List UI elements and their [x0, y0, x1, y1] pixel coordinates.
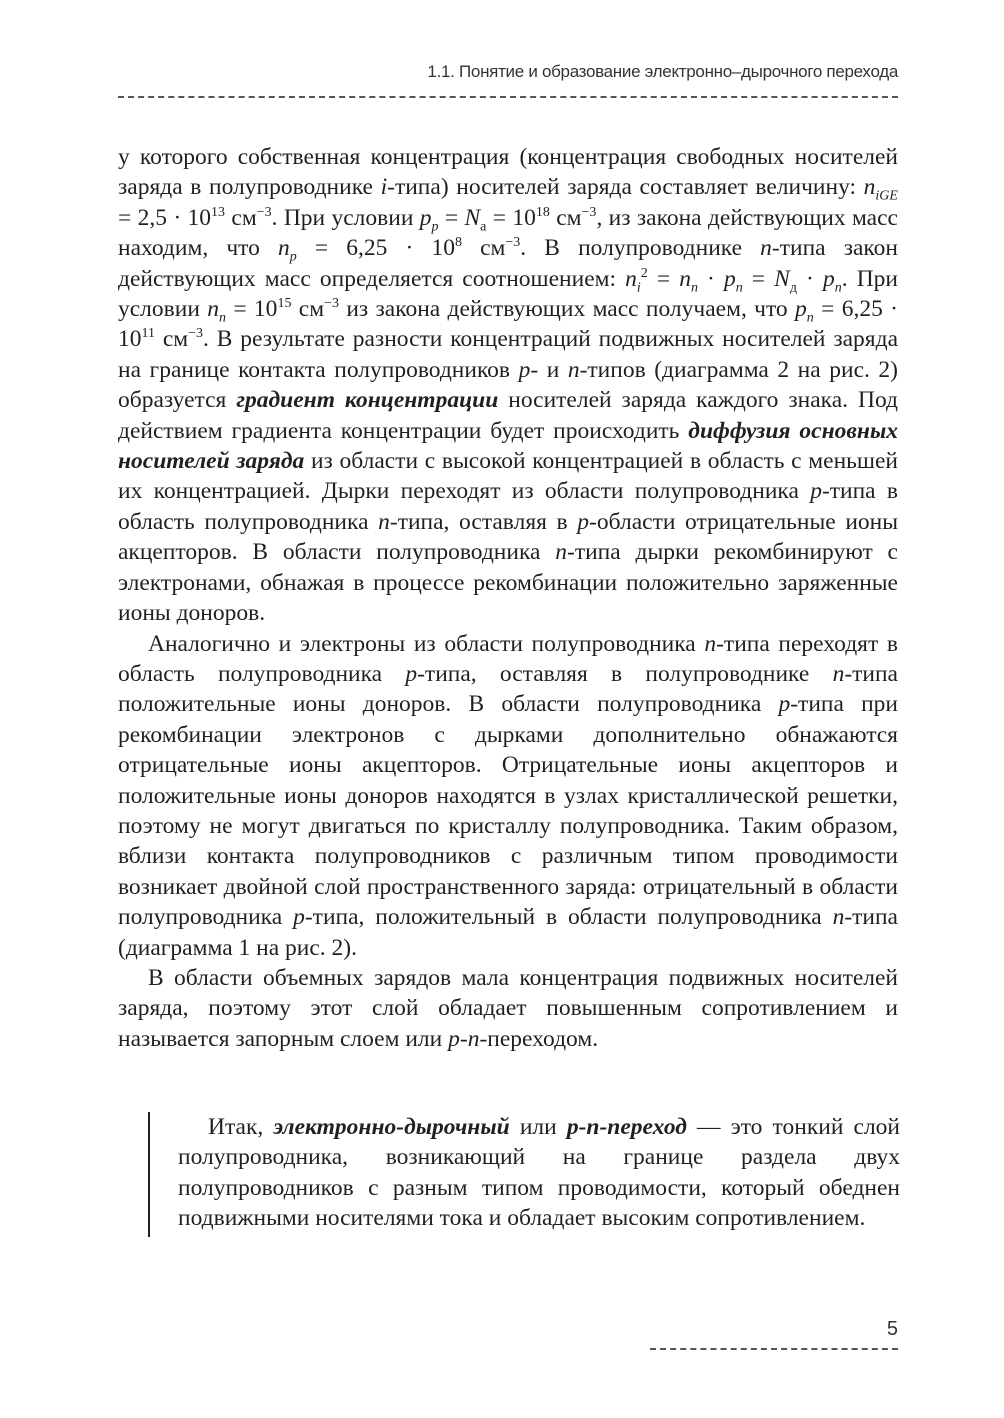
footer-dashed-rule	[650, 1348, 898, 1350]
term-majority-carrier-diffusion: диффузия основных носителей заряда	[118, 417, 899, 475]
term-concentration-gradient: градиент концентрации	[236, 387, 499, 414]
definition-box	[148, 1112, 900, 1237]
term-pn-junction: p-n-переход	[566, 1114, 687, 1140]
page-number: 5	[886, 1318, 898, 1340]
header-dashed-rule	[118, 96, 898, 98]
running-header: 1.1. Понятие и образование электронно–дырочного перехода	[427, 62, 898, 81]
paragraph-1: у которого собственная концентрация (концентрация свободных носителей заряда в полупроводнике i-типа) носителей заряда составляет величину: $n_{iGE} = 2,5 \cdot 10^{13}$ $см^{-3}$. При условии $p_p = N_а = 10^{18}$ $см^{-3}$, из закона действующих масс находим, что $n_p = 6,25 \cdot 10^8$ $см^{-3}$. В полупроводнике n-типа закон действующих масс определяется соотношением: $n_i^2 = n_n \cdot p_n = N_д \cdot p_n$. При условии $n_n = 10^{15}$ $см^{-3}$ из закона действующих масс получаем, что $p_n = 6,25 \cdot 10^{11}$ $см^{-3}$. В результате разности концентраций подвижных носителей заряда на границе контакта полупроводников p- и n-типов (диаграмма 2 на рис. 2) образуется градиент концентрации носителей заряда каждого знака. Под действием градиента концентрации будет происходить диффузия основных носителей заряда из области с высокой концентрацией в область с меньшей их концентрацией. Дырки переходят из области полупроводника p-типа в область полупроводника n-типа, оставляя в p-области отрицательные ионы акцепторов. В области полупроводника n-типа дырки рекомбинируют с электронами, обнажая в процессе рекомбинации положительно заряженные ионы доноров.	[118, 144, 899, 627]
paragraph-3: В области объемных зарядов мала концентрация подвижных носителей заряда, поэтому этот слой обладает повышенным сопротивлением и называется запорным слоем или p-n-переходом.	[118, 964, 898, 1052]
paragraph-2: Аналогично и электроны из области полупроводника n-типа переходят в область полупроводника p-типа, оставляя в полупроводнике n-типа положительные ионы доноров. В области полупроводника p-типа при рекомбинации электронов с дырками дополнительно обнажаются отрицательные ионы акцепторов. Отрицательные ионы акцепторов и положительные ионы доноров находятся в узлах кристаллической решетки, поэтому не могут двигаться по кристаллу полупроводника. Таким образом, вблизи контакта полупроводников с различным типом проводимости возникает двойной слой пространственного заряда: отрицательный в области полупроводника p-типа, положительный в области полупроводника n-типа (диаграмма 1 на рис. 2).	[118, 630, 898, 961]
body-text	[118, 142, 898, 1054]
term-electron-hole: электронно-дырочный	[273, 1114, 510, 1140]
definition-text: Итак, электронно-дырочный или p-n-переход — это тонкий слой полупроводника, возникающий на границе раздела двух полупроводников с разным типом проводимости, который обеднен подвижными носителями тока и обладает высоким сопротивлением.	[178, 1114, 900, 1232]
